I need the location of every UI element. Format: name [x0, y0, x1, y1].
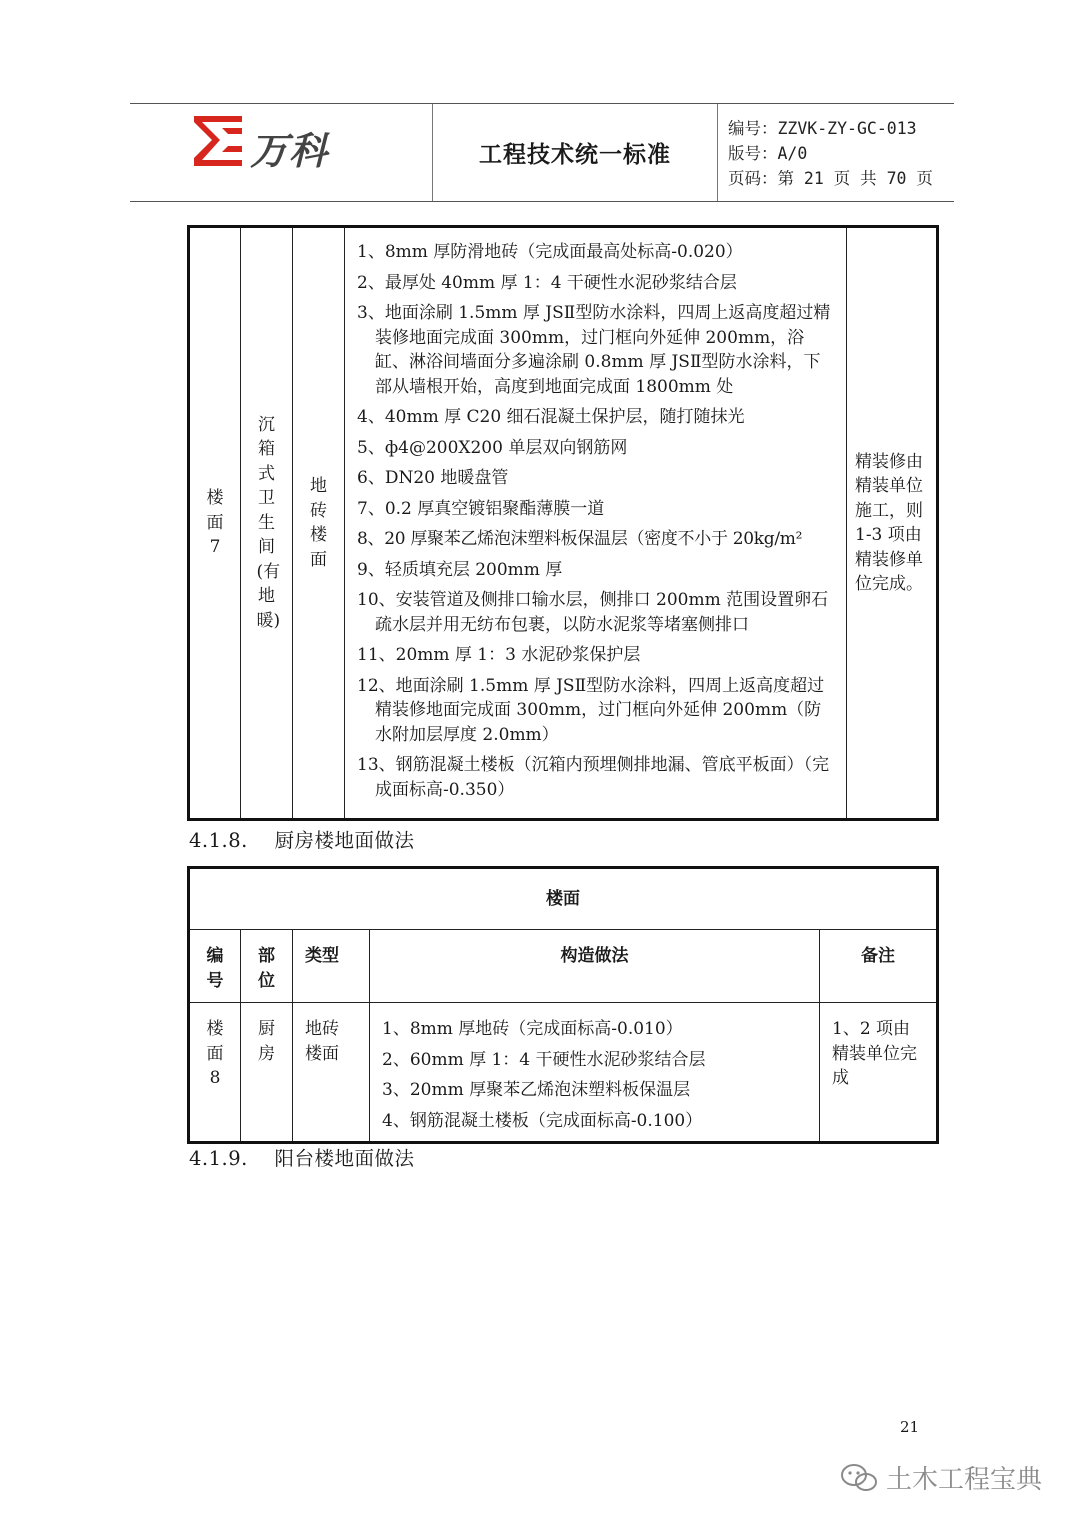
construction-items	[370, 1003, 820, 1143]
table-caption: 楼面	[189, 868, 938, 930]
header-note: 备注	[820, 930, 938, 1003]
construction-items	[345, 227, 847, 820]
vanke-logo-icon	[192, 114, 244, 168]
list-item: 8、20 厚聚苯乙烯泡沫塑料板保温层（密度不小于 20kg/m²	[357, 529, 803, 549]
list-item: 1、8mm 厚地砖（完成面标高-0.010）	[382, 1019, 683, 1039]
row-location: 厨房	[241, 1003, 293, 1143]
header-code: 编号	[189, 930, 241, 1003]
logo-cell	[130, 104, 433, 201]
row-code: 楼面7	[189, 227, 241, 820]
row-type: 地砖楼面	[293, 1003, 370, 1143]
list-item: 11、20mm 厚 1：3 水泥砂浆保护层	[357, 645, 641, 665]
list-item: 13、钢筋混凝土楼板（沉箱内预埋侧排地漏、管底平板面）（完成面标高-0.350）	[357, 755, 830, 800]
list-item: 3、地面涂刷 1.5mm 厚 JSⅡ型防水涂料，四周上返高度超过精装修地面完成面 300mm，过门框向外延伸 200mm，浴缸、淋浴间墙面分多遍涂刷 0.8mm 厚 JSⅡ型防水涂料，下部从墙根开始，高度到地面完成面 1800mm 处	[357, 303, 831, 397]
doc-code: 编号：ZZVK-ZY-GC-013	[728, 119, 917, 138]
table-row	[189, 227, 938, 820]
list-item: 2、60mm 厚 1：4 干硬性水泥砂浆结合层	[382, 1049, 706, 1070]
table-caption-row	[189, 868, 938, 930]
header-location: 部位	[241, 930, 293, 1003]
table-row	[189, 1003, 938, 1143]
row-location: 沉箱式卫生间(有地暖)	[241, 227, 293, 820]
list-item: 3、20mm 厚聚苯乙烯泡沫塑料板保温层	[382, 1080, 691, 1100]
watermark	[840, 1459, 1042, 1496]
row-note: 精装修由精装单位施工，则1-3 项由精装修单位完成。	[847, 227, 938, 820]
table-header-row	[189, 930, 938, 1003]
header-type: 类型	[293, 930, 370, 1003]
row-note: 1、2 项由精装单位完成	[820, 1003, 938, 1143]
list-item: 4、钢筋混凝土楼板（完成面标高-0.100）	[382, 1110, 703, 1131]
list-item: 6、DN20 地暖盘管	[357, 468, 509, 488]
list-item: 1、8mm 厚防滑地砖（完成面最高处标高-0.020）	[357, 242, 743, 262]
page-header	[130, 103, 954, 202]
list-item: 12、地面涂刷 1.5mm 厚 JSⅡ型防水涂料，四周上返高度超过精装修地面完成面 300mm，过门框向外延伸 200mm（防水附加层厚度 2.0mm）	[357, 675, 825, 745]
list-item: 2、最厚处 40mm 厚 1：4 干硬性水泥砂浆结合层	[357, 272, 737, 293]
doc-title: 工程技术统一标准	[479, 142, 671, 168]
section-heading-4-1-9: 4.1.9. 阳台楼地面做法	[189, 1147, 415, 1170]
list-item: 7、0.2 厚真空镀铝聚酯薄膜一道	[357, 498, 605, 519]
row-code: 楼面8	[189, 1003, 241, 1143]
list-item: 10、安装管道及侧排口输水层，侧排口 200mm 范围设置卵石疏水层并用无纺布包裹，以防水泥浆等堵塞侧排口	[357, 590, 829, 635]
header-method: 构造做法	[370, 930, 820, 1003]
doc-title-cell	[433, 104, 718, 201]
floor-table-7	[187, 225, 939, 821]
brand-name: 万科	[250, 129, 329, 173]
list-item: 4、40mm 厚 C20 细石混凝土保护层，随打随抹光	[357, 407, 745, 427]
watermark-text: 土木工程宝典	[886, 1465, 1043, 1495]
page-number: 21	[900, 1418, 920, 1436]
list-item: 5、ф4@200X200 单层双向钢筋网	[357, 437, 628, 458]
section-heading-4-1-8: 4.1.8. 厨房楼地面做法	[189, 829, 415, 852]
wechat-icon	[840, 1463, 878, 1493]
row-type: 地砖楼面	[293, 227, 345, 820]
doc-version: 版号：A/0	[728, 144, 808, 163]
doc-page: 页码：第 21 页 共 70 页	[728, 169, 933, 188]
doc-meta	[728, 116, 954, 191]
floor-table-8	[187, 866, 939, 1144]
list-item: 9、轻质填充层 200mm 厚	[357, 559, 563, 580]
